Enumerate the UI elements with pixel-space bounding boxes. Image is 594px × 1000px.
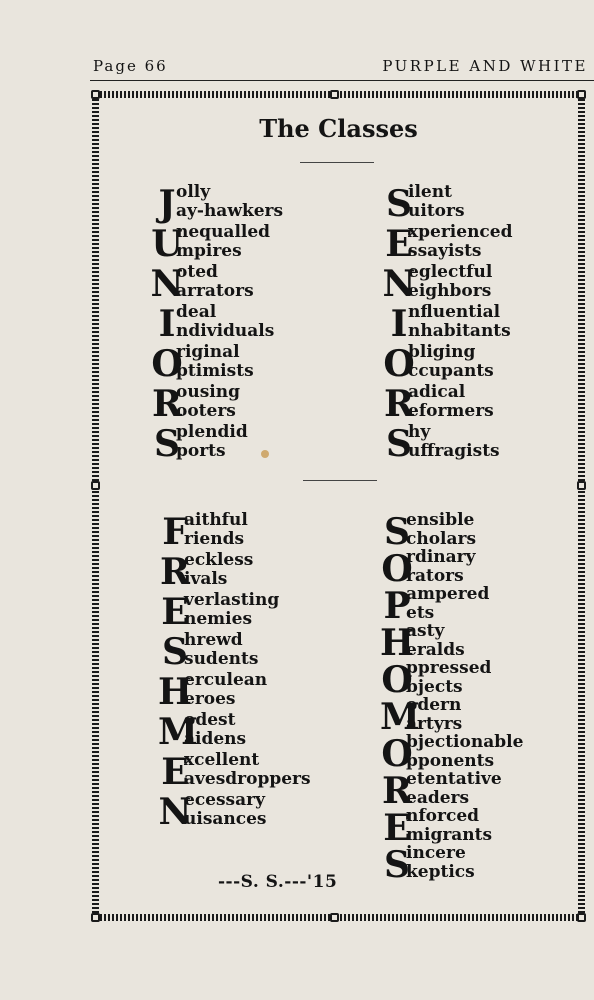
initial-letter: M [158, 711, 198, 753]
initial-letter: S [384, 511, 410, 553]
word-line: eralds [406, 640, 465, 660]
initial-letter: M [380, 696, 420, 738]
initial-letter: H [158, 671, 193, 713]
initial-letter: N [158, 791, 192, 833]
initial-letter: E [161, 591, 189, 633]
initial-letter: R [382, 770, 412, 812]
word-line: bjectionable [406, 732, 524, 752]
word-line: ptimists [176, 361, 254, 381]
initial-letter: R [152, 383, 182, 425]
paper-speck [261, 450, 269, 458]
word-line: bliging [408, 342, 476, 362]
divider-rule [303, 480, 377, 481]
initial-letter: F [162, 511, 188, 553]
word-line: odern [406, 695, 462, 715]
word-line: verlasting [184, 590, 280, 610]
word-line: nfluential [408, 302, 501, 322]
word-line: odest [184, 710, 236, 730]
word-line: ets [406, 603, 435, 623]
corner-ornament [91, 913, 100, 922]
word-line: adical [408, 382, 466, 402]
initial-letter: S [386, 183, 412, 225]
word-line: eaders [406, 788, 470, 808]
word-line: oted [176, 262, 218, 282]
word-line: rators [406, 566, 464, 586]
initial-letter: U [151, 223, 183, 265]
word-line: erculean [184, 670, 268, 690]
border-ornament [577, 481, 586, 490]
word-line: eformers [408, 401, 494, 421]
initial-letter: R [160, 551, 190, 593]
initial-letter: I [158, 303, 176, 345]
initial-letter: E [383, 807, 411, 849]
word-line: nhabitants [408, 321, 511, 341]
word-line: asty [406, 621, 445, 641]
word-line: arrators [176, 281, 254, 301]
word-line: bjects [406, 677, 463, 697]
word-line: deal [176, 302, 217, 322]
initial-letter: N [150, 263, 184, 305]
divider-rule [300, 162, 374, 163]
word-line: ensible [406, 510, 475, 530]
word-line: plendid [176, 422, 248, 442]
page-number: Page 66 [93, 57, 168, 75]
word-line: ampered [406, 584, 490, 604]
word-line: ndividuals [176, 321, 275, 341]
border-right [578, 91, 585, 921]
word-line: aidens [184, 729, 247, 749]
word-line: keptics [406, 862, 475, 882]
word-line: riends [184, 529, 245, 549]
initial-letter: S [384, 844, 410, 886]
word-line: migrants [406, 825, 493, 845]
word-line: ilent [408, 182, 452, 202]
word-line: xcellent [184, 750, 260, 770]
word-line: ooters [176, 401, 236, 421]
corner-ornament [577, 90, 586, 99]
word-line: eroes [184, 689, 236, 709]
word-line: ousing [176, 382, 240, 402]
page-title: The Classes [259, 114, 418, 143]
word-line: aithful [184, 510, 248, 530]
initial-letter: P [383, 585, 411, 627]
word-line: nforced [406, 806, 480, 826]
word-line: pponents [406, 751, 495, 771]
initial-letter: O [383, 343, 415, 385]
word-line: avesdroppers [184, 769, 311, 789]
initial-letter: S [154, 423, 180, 465]
initial-letter: I [390, 303, 408, 345]
page-header [93, 57, 588, 77]
word-line: hrewd [184, 630, 243, 650]
header-rule [90, 80, 594, 81]
word-line: nequalled [176, 222, 271, 242]
corner-ornament [577, 913, 586, 922]
word-line: olly [176, 182, 211, 202]
border-ornament [330, 90, 339, 99]
initial-letter: S [162, 631, 188, 673]
word-line: etentative [406, 769, 502, 789]
initial-letter: J [158, 183, 176, 225]
word-line: uitors [408, 201, 465, 221]
signature: ---S. S.---'15 [218, 872, 338, 892]
initial-letter: O [381, 548, 413, 590]
word-line: eckless [184, 550, 254, 570]
word-line: uisances [184, 809, 267, 829]
word-line: riginal [176, 342, 240, 362]
initial-letter: O [381, 659, 413, 701]
initial-letter: O [381, 733, 413, 775]
word-line: ppressed [406, 658, 492, 678]
word-line: nemies [184, 609, 253, 629]
word-line: hy [408, 422, 431, 442]
initial-letter: R [384, 383, 414, 425]
word-line: rdinary [406, 547, 476, 567]
word-line: artyrs [406, 714, 463, 734]
word-line: incere [406, 843, 466, 863]
word-line: mpires [176, 241, 242, 261]
border-left [92, 91, 99, 921]
initial-letter: E [385, 223, 413, 265]
journal-title: PURPLE AND WHITE [382, 57, 588, 75]
initial-letter: N [382, 263, 416, 305]
word-line: eighbors [408, 281, 492, 301]
word-line: cholars [406, 529, 477, 549]
initial-letter: E [161, 751, 189, 793]
word-line: ecessary [184, 790, 265, 810]
word-line: ports [176, 441, 226, 461]
word-line: sudents [184, 649, 259, 669]
word-line: ccupants [408, 361, 494, 381]
border-ornament [330, 913, 339, 922]
word-line: ay-hawkers [176, 201, 284, 221]
word-line: xperienced [408, 222, 513, 242]
word-line: eglectful [408, 262, 493, 282]
initial-letter: S [386, 423, 412, 465]
word-line: ssayists [408, 241, 482, 261]
initial-letter: H [380, 622, 415, 664]
initial-letter: O [151, 343, 183, 385]
word-line: uffragists [408, 441, 500, 461]
word-line: ivals [184, 569, 228, 589]
corner-ornament [91, 90, 100, 99]
border-ornament [91, 481, 100, 490]
